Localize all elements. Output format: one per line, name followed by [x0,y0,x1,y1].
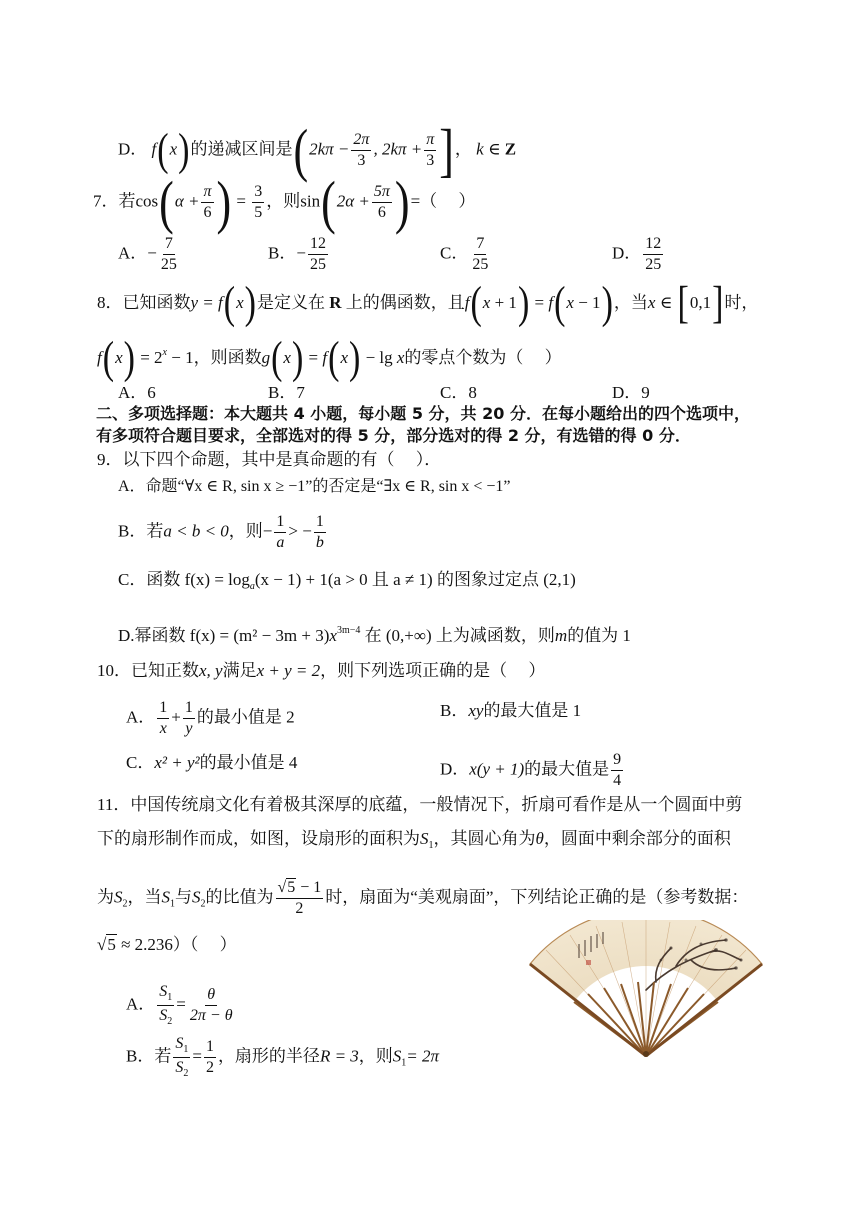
sub: 2 [167,1016,173,1027]
math: x [340,348,348,367]
frac-3-5 [252,184,264,221]
var-s: S [175,1059,184,1076]
frac [643,236,663,273]
two-alpha: 2α + [336,191,370,211]
option-value: 9 [641,383,650,402]
equals: = [236,191,246,211]
q11-text: 为 [97,887,114,907]
option-label: C． [440,383,469,402]
q9-b-cond: a < b < 0 [163,521,229,541]
section-instructions: 有多项符合题目要求，全部选对的得 5 分，部分选对的得 2 分，有选错的得 0 分． [96,426,691,445]
bracket-open: [ [677,278,689,329]
math: f [464,293,470,312]
option-label: A． [118,243,148,263]
q9-option-a[interactable]: A．命题“∀x ∈ R, sin x ≥ −1”的否定是“∃x ∈ R, sin x < −1” [118,478,511,495]
frac-den: 25 [160,256,177,273]
frac-den: 3 [426,152,435,169]
frac-1-a [274,514,286,551]
frac-num [157,984,174,1006]
paren-open: ( [223,278,236,329]
option-value: 8 [468,383,477,402]
paren-open: ( [271,333,283,384]
alpha-plus: α + [174,191,200,211]
q10-text: 10．已知正数 [97,661,199,680]
q8-text: 是定义在 [256,293,325,312]
paren-open: ( [470,278,482,329]
paren-close: ) [348,333,361,384]
frac-num: 1 [157,700,169,719]
q9-d-coef: (m² − 3m + 3) [233,626,330,645]
q6-option-d [118,116,517,183]
q9-stem: 9．以下四个命题，其中是真命题的有（ ）． [97,450,442,469]
q10-option-d[interactable] [440,752,625,789]
exponent: 3m−4 [336,625,361,636]
fan-pivot [643,1051,649,1057]
q8-line1: 8．已知函数y = f(x)是定义在 R 上的偶函数，且f(x + 1) = f(x − 1)，当x ∈ [0,1]时， [97,278,759,329]
math: x [566,293,574,312]
q8-text: 8．已知函数 [97,293,191,312]
paren-close: ) [601,278,613,329]
paren-open: ( [159,168,174,235]
sign: − [296,243,306,263]
math: x(y + 1) [469,759,525,779]
frac-num: √5 − 1 [276,880,324,899]
frac-pi-3 [424,132,436,169]
var-x: x [329,626,337,645]
frac-den: 25 [472,256,489,273]
option-label: A． [118,383,148,402]
q10-text: ，则下列选项正确的是（ ） [320,661,546,680]
var-theta: θ [535,829,544,848]
frac-9-4 [611,752,623,789]
q11-text: 下的扇形制作而成，如图，设扇形的面积为 [97,829,420,848]
var-s: S [159,1007,168,1024]
q11-option-a[interactable] [126,984,237,1027]
math: x [647,293,656,312]
math: xy [468,701,484,720]
plus: + [171,707,181,727]
math: x [283,348,291,367]
frac [159,236,179,273]
q8-option-b[interactable] [268,382,305,404]
frac-den: 4 [613,772,622,789]
q7-stem [93,168,476,235]
q11-text: 与 [175,887,192,907]
option-value: 7 [296,383,305,402]
var-s: S [175,1035,184,1052]
frac-golden [276,880,324,917]
frac-s1-s2 [173,1036,190,1079]
option-label: D． [612,383,642,402]
q9-option-d[interactable] [118,620,631,647]
frac-den: 3 [357,152,366,169]
frac-den: 6 [203,204,212,221]
q9-c-text: C．函数 f(x) = log [118,570,250,589]
frac-den: b [315,534,324,551]
var-s: S [159,983,168,1000]
equals: = [176,994,186,1014]
sin: sin [300,191,321,211]
frac-num: 1 [204,1039,216,1058]
frac-1-x [157,700,169,737]
frac-num: 1 [314,514,326,533]
q9-d-text: D.幂函数 f(x) = [118,626,230,645]
frac-den: x [159,720,167,737]
q9-option-c[interactable] [118,569,576,598]
q11-text: 时，扇面为“美观扇面”，下列结论正确的是（参考数据： [325,887,749,907]
paren-close: ) [244,278,256,329]
frac-num: 7 [474,236,486,255]
var-m: m [554,626,568,645]
frac-num: 1 [274,514,286,533]
q7-options [118,236,718,276]
cos: cos [135,191,159,211]
q8-text: 时， [724,293,759,312]
option-label: A． [126,707,156,727]
var-s: S [392,1046,402,1066]
paren-open: ( [102,333,115,384]
option-label: B．若 [126,1046,172,1066]
frac-den: 2 [295,900,304,917]
q7-option-c[interactable] [440,236,492,273]
q7-option-b[interactable] [268,236,330,273]
frac-num: 12 [308,236,328,255]
option-text: ，则 [358,1046,393,1066]
paren-close: ) [517,278,530,329]
q9-option-b[interactable] [118,514,328,551]
frac-den: 25 [645,256,662,273]
paren-close: ) [394,168,410,235]
var-x: x [236,293,244,312]
option-label: C． [440,243,469,263]
result: = 2π [406,1046,440,1066]
log-base: a [249,581,255,592]
sub: 1 [170,898,175,910]
frac-num: 1 [183,700,195,719]
q8-text: ，则函数 [193,348,262,367]
paren-open: ( [321,168,336,235]
math: f [97,348,102,367]
frac-den: y [185,720,193,737]
math: y = f [190,293,223,312]
sub: 1 [183,1044,189,1055]
option-label: B． [440,701,469,720]
frac-num: 3 [252,184,264,203]
math: x [115,348,123,367]
q8-option-a[interactable] [118,382,156,404]
q11-text: ，当 [127,887,162,907]
frac-num: θ [205,987,217,1006]
sign: − [147,243,157,263]
option-label: A． [126,994,156,1014]
q9-b-text: ，则 [228,521,263,541]
q8-text: ，当 [613,293,648,312]
q11-text: ≈ 2.236）（ ） [121,935,237,954]
q8-option-d[interactable] [612,382,650,404]
paren-open: ( [554,278,566,329]
option-label: D． [612,243,642,263]
q9-d-text: 的值为 1 [567,626,631,645]
option-label: D． [118,139,148,159]
q8-text: 的零点个数为（ ） [404,348,562,367]
option-label: B． [268,383,297,402]
frac-1-y [183,700,195,737]
frac-1-b [314,514,326,551]
condition: x + y = 2 [256,661,321,680]
q11-line4: √5 ≈ 2.236）（ ） [97,935,237,954]
frac-den: 5 [254,204,263,221]
frac-den [157,1006,174,1027]
frac-num: 7 [163,236,175,255]
var-s: S [192,887,201,907]
option-text: 的最大值是 [524,759,610,779]
q11-line2 [97,828,731,857]
option-text: 的最小值是 2 [196,707,295,727]
option-label: C． [126,753,155,772]
frac [470,236,490,273]
set-r: R [329,293,342,312]
paren-open: ( [157,124,169,175]
folding-fan-image [526,920,766,1060]
var-x: x [169,139,178,159]
q7-option-d[interactable] [612,236,665,273]
var-s: S [114,887,123,907]
frac-num: 2π [351,132,371,151]
q10-stem [97,660,545,682]
math: x [482,293,491,312]
then: ，则 [266,191,301,211]
q11-line1: 11．中国传统扇文化有着极其深厚的底蕴，一般情况下，折扇可看作是从一个圆面中剪 [97,795,743,814]
q8-option-c[interactable] [440,382,477,404]
q11-text: ，其圆心角为 [433,829,536,848]
option-text: 的最小值是 4 [199,753,298,772]
q10-option-b[interactable] [440,700,581,722]
frac-num [173,1036,190,1058]
q9-b-text: B．若 [118,521,164,541]
sub: 1 [401,1057,407,1069]
q11-text: ，圆面中剩余部分的面积 [543,829,731,848]
radius: R = 3 [319,1046,359,1066]
paren-close: ) [123,333,135,384]
frac-pi-6 [201,184,213,221]
var-s: S [420,829,429,848]
q6-d-text: 的递减区间是 [190,139,293,159]
paren-open: ( [328,333,340,384]
frac-2pi-3 [351,132,371,169]
comma: ， [454,139,472,159]
var-k: k [476,139,484,159]
sub: 1 [428,840,434,851]
sub: 2 [183,1068,189,1079]
paren-close: ) [291,333,304,384]
sub: 2 [200,898,206,910]
bracket-close: ] [439,116,454,183]
frac-den: 2π − θ [189,1007,233,1024]
radicand: 5 [287,879,296,896]
paren-open: ( [293,116,309,183]
vars: x, y [199,661,223,680]
q10-option-c[interactable] [126,752,297,774]
minus: − [262,521,273,541]
frac-s1-s2 [157,984,174,1027]
option-label: D． [440,759,470,779]
option-value: 6 [147,383,156,402]
frac-den [173,1058,190,1079]
frac-num: 9 [611,752,623,771]
equals: = [192,1046,202,1066]
math: x [392,348,405,367]
sup: x [162,347,167,358]
q11-text: 的比值为 [205,887,274,907]
frac-den: 25 [309,256,326,273]
set-z: Z [504,139,517,159]
frac-num: 12 [643,236,663,255]
sub: 1 [167,992,173,1003]
radicand: 5 [107,935,116,954]
q9-c-text: (x − 1) + 1(a > 0 且 a ≠ 1) 的图象过定点 (2,1) [254,570,576,589]
interval-right: , 2kπ + [373,139,423,159]
function-name: f [151,139,157,159]
q8-text: 上的偶函数，且 [345,293,465,312]
frac-5pi-6 [372,184,392,221]
q7-option-a[interactable] [118,236,181,273]
option-text: ，扇形的半径 [217,1046,320,1066]
frac-den: 6 [377,204,386,221]
answer-blank: =（ ） [410,191,476,211]
question-number: 7．若 [93,191,136,211]
math: f [322,348,328,367]
q8-line2: $f(x) = 2^x - 1$，则函数g(x) = f(x) − lg x的零点个数为（ ） [97,333,562,384]
math: x² + y² [154,753,200,772]
frac-num: 5π [372,184,392,203]
bracket-close: ] [712,278,724,329]
gt-minus: > − [288,521,312,541]
minus-one: − 1 [296,879,322,896]
frac-num: π [424,132,436,151]
frac-theta [188,987,235,1024]
math: g [261,348,271,367]
section-heading: 二、多项选择题：本大题共 4 小题，每小题 5 分，共 20 分．在每小题给出的四个选项中， [96,404,750,423]
q11-line3 [97,880,748,917]
frac-half [204,1039,216,1076]
frac-den: 2 [205,1059,214,1076]
q10-text: 满足 [222,661,257,680]
var-s: S [161,887,170,907]
frac-num: π [201,184,213,203]
option-label: B． [268,243,297,263]
frac [308,236,328,273]
paren-close: ) [216,168,232,235]
frac-den: a [276,534,285,551]
math: f [548,293,554,312]
q10-option-a[interactable] [126,700,295,737]
in-symbol: ∈ [487,139,501,159]
sub: 2 [122,898,128,910]
option-text: 的最大值是 1 [483,701,582,720]
interval-left: 2kπ − [309,139,350,159]
paren-close: ) [178,124,190,175]
q9-d-text: 在 (0,+∞) 上为减函数，则 [364,626,555,645]
q11-option-b[interactable] [126,1036,439,1079]
